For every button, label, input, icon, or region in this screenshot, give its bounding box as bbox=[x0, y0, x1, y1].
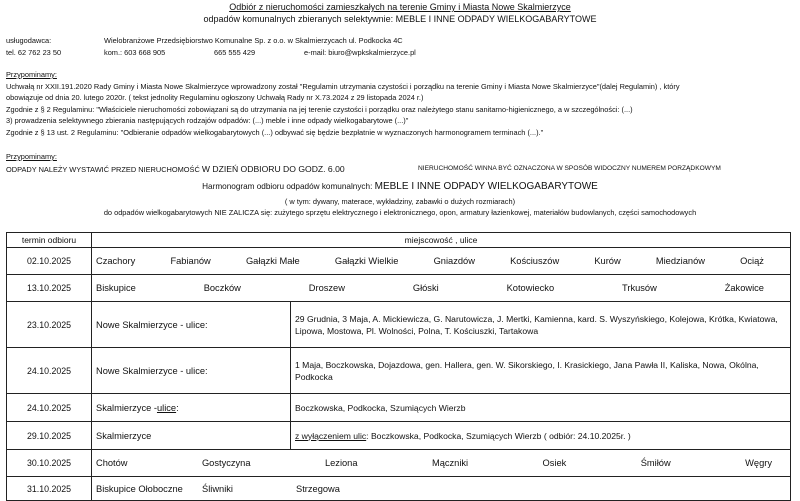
table-row bbox=[7, 348, 791, 394]
place: Kościuszów bbox=[510, 256, 560, 266]
email: e-mail: biuro@wpkskalmierzyce.pl bbox=[304, 48, 416, 57]
row-town: Nowe Skalmierzyce - ulice: bbox=[96, 301, 291, 348]
reminder-line-5: Zgodnie z § 13 ust. 2 Regulaminu: "Odbieranie odpadów wielkogabarytowych (...) odbywać się będzie bezpłatnie w wyznaczonych harmonogramem terminach (...)." bbox=[6, 128, 544, 137]
table-header-row bbox=[7, 233, 791, 248]
table-row bbox=[7, 450, 791, 477]
schedule-excludes: do odpadów wielkogabarytowych NIE ZALICZA się: zużytego sprzętu elektrycznego i elektronicznego, opon, armatury łazienkowej, materiałów budowlanych, części samochodowych bbox=[103, 208, 697, 217]
place: Śmiłów bbox=[640, 458, 671, 468]
table-row bbox=[7, 422, 791, 450]
mobile-phone: kom.: 603 668 905 bbox=[104, 48, 166, 57]
place: Droszew bbox=[308, 283, 345, 293]
row-places bbox=[92, 275, 791, 302]
schedule-table bbox=[6, 232, 791, 501]
row-date: 30.10.2025 bbox=[7, 450, 92, 477]
document-subtitle: odpadów komunalnych zbieranych selektywnie: MEBLE I INNE ODPADY WIELKOGABARYTOWE bbox=[203, 14, 597, 24]
place: Osiek bbox=[542, 458, 567, 468]
place: Gałązki Wielkie bbox=[334, 256, 399, 266]
row-date: 29.10.2025 bbox=[7, 422, 92, 450]
row-date: 13.10.2025 bbox=[7, 275, 92, 302]
notice-label: Przypominamy: bbox=[6, 152, 57, 161]
reminder-line-1: Uchwałą nr XXII.191.2020 Rady Gminy i Miasta Nowe Skalmierzyce wprowadzony został "Regulamin utrzymania czystości i porządku na terenie Gminy i Miasta Nowe Skalmierzyce"(dalej Regulamin) , który bbox=[6, 82, 680, 91]
place: Węgry bbox=[745, 458, 772, 468]
row-places bbox=[92, 450, 791, 477]
place: Strzegowa bbox=[296, 483, 340, 494]
place: Chotów bbox=[96, 458, 128, 468]
place: Miedzianów bbox=[655, 256, 705, 266]
row-date: 02.10.2025 bbox=[7, 248, 92, 275]
place: Gostyczyna bbox=[201, 458, 251, 468]
row-places bbox=[92, 248, 791, 275]
notice-right: NIERUCHOMOŚĆ WINNA BYĆ OZNACZONA W SPOSÓB WIDOCZNY NUMEREM PORZĄDKOWYM bbox=[418, 165, 721, 172]
table-row bbox=[7, 394, 791, 422]
place: Boczków bbox=[203, 283, 241, 293]
column-header-date: termin odbioru bbox=[7, 233, 92, 248]
row-places bbox=[92, 302, 791, 348]
place: Trkusów bbox=[622, 283, 657, 293]
provider-name: Wielobranżowe Przedsiębiorstwo Komunalne Sp. z o.o. w Skalmierzycach ul. Podkocka 4C bbox=[104, 36, 403, 45]
place: Fabianów bbox=[170, 256, 211, 266]
reminder-line-3: Zgodnie z § 2 Regulaminu: "Właściciele nieruchomości zobowiązani są do utrzymania na jej terenie czystości i porządku oraz należytego stanu sanitarno-higienicznego, a w szczególności: (...) bbox=[6, 105, 633, 114]
reminder-line-4: 3) prowadzenia selektywnego zbierania następujących rodzajów odpadów: (...) meble i inne odpady wielkogabarytowe (...)" bbox=[6, 116, 409, 125]
column-header-places: miejscowość , ulice bbox=[92, 233, 791, 248]
place: Czachory bbox=[96, 256, 136, 266]
table-row bbox=[7, 477, 791, 501]
notice-left: ODPADY NALEŻY WYSTAWIĆ PRZED NIERUCHOMOŚĆ W DZIEŃ ODBIORU DO GODZ. 6.00 bbox=[6, 164, 345, 174]
row-streets: 1 Maja, Boczkowska, Dojazdowa, gen. Hallera, gen. W. Sikorskiego, I. Krasickiego, Jana Pawła II, Kaliska, Nowa, Okólna, Podkocka bbox=[295, 359, 759, 382]
row-places bbox=[92, 348, 791, 394]
place: Ociąż bbox=[740, 256, 764, 266]
place: Leziona bbox=[324, 458, 358, 468]
place: Śliwniki bbox=[202, 483, 233, 494]
row-places bbox=[92, 394, 791, 422]
place: Głóski bbox=[412, 283, 439, 293]
row-date: 31.10.2025 bbox=[7, 477, 92, 501]
place: Gniazdów bbox=[433, 256, 475, 266]
provider-label: usługodawca: bbox=[6, 36, 52, 45]
row-places bbox=[92, 477, 791, 501]
place: Biskupice bbox=[96, 283, 136, 293]
phone: tel. 62 762 23 50 bbox=[6, 48, 62, 57]
row-streets: z wyłączeniem ulic : Boczkowska, Podkocka, Szumiących Wierzb ( odbiór: 24.10.2025r. ) bbox=[295, 430, 631, 441]
table-row bbox=[7, 302, 791, 348]
row-date: 23.10.2025 bbox=[7, 302, 92, 348]
mobile-phone-2: 665 555 429 bbox=[214, 48, 256, 57]
place: Żakowice bbox=[724, 283, 764, 293]
row-streets: 29 Grudnia, 3 Maja, A. Mickiewicza, G. Narutowicza, J. Mertki, Kamienna, kard. S. Wyszyńskiego, Kolejowa, Krótka, Kwiatowa, Lipowa, Mostowa, Pl. Wolności, Polna, T. Kościuszki, Tartakowa bbox=[295, 313, 778, 336]
reminder-label: Przypominamy: bbox=[6, 70, 57, 79]
table-row bbox=[7, 248, 791, 275]
reminder-line-2: obowiązuje od dnia 20. lutego 2020r. ( tekst jednolity Regulaminu ogłoszony Uchwałą Rady nr X.73.2024 z 29 listopada 2024 r.) bbox=[6, 93, 424, 102]
row-town: Skalmierzyce bbox=[96, 421, 291, 450]
document-title: Odbiór z nieruchomości zamieszkałych na terenie Gminy i Miasta Nowe Skalmierzyce bbox=[229, 2, 571, 12]
table-row bbox=[7, 275, 791, 302]
row-date: 24.10.2025 bbox=[7, 394, 92, 422]
schedule-heading: Harmonogram odbioru odpadów komunalnych: MEBLE I INNE ODPADY WIELKOGABARYTOWE bbox=[202, 181, 598, 192]
place: Kurów bbox=[594, 256, 621, 266]
row-town: Skalmierzyce - ulice : bbox=[96, 393, 291, 422]
row-town: Nowe Skalmierzyce - ulice: bbox=[96, 347, 291, 394]
row-date: 24.10.2025 bbox=[7, 348, 92, 394]
place: Gałązki Małe bbox=[245, 256, 300, 266]
row-streets: Boczkowska, Podkocka, Szumiących Wierzb bbox=[295, 402, 466, 413]
schedule-includes: ( w tym: dywany, materace, wykładziny, zabawki o dużych rozmiarach) bbox=[284, 197, 516, 206]
place: Mączniki bbox=[431, 458, 469, 468]
row-places bbox=[92, 422, 791, 450]
place: Kotowiecko bbox=[506, 283, 555, 293]
place: Biskupice Ołoboczne bbox=[96, 483, 183, 494]
